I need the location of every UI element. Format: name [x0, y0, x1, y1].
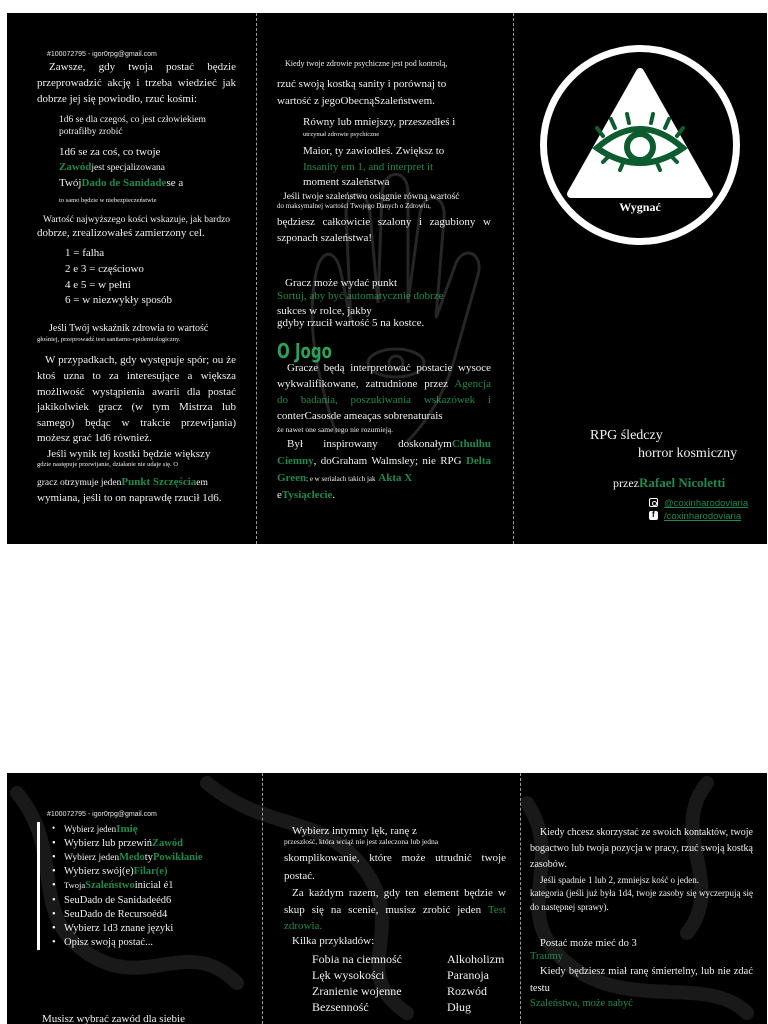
facebook-icon: f: [649, 511, 658, 520]
sanity-panel: [256, 13, 513, 544]
sanity-intro: Kiedy twoje zdrowie psychiczne jest pod kontrolą,: [285, 59, 448, 68]
trauma-item: Rozwód: [447, 984, 487, 999]
luck-spend-text-4: gdyby rzucił wartość 5 na kostce.: [277, 316, 425, 329]
intro-text: Zawsze, gdy twoja postać będzie przeprowadzić akcję i trzeba wiedzieć jak dobrze jej się powiodło, rzuć kośmi:: [37, 61, 236, 105]
luck-spend-text-2: Sortuj, aby być automatycznie dobrze: [277, 289, 444, 302]
trauma-label: Traumy: [530, 951, 563, 962]
dispute-text: W przypadkach, gdy występuje spór; ou że ktoś uzna to za interesujące a większa możliwość wystąpienia awarii dla postać jakikolwiek gracz (w tym Mistrza lub samego) będąc w trakcie przewijania) możesz grać 1d6 również.: [37, 354, 236, 445]
resources-text-3: kategoria (jeśli już była 1d4, twoje zasoby się wyczerpują się do następnej sprawy).: [530, 888, 753, 912]
trauma-item: Paranoja: [447, 967, 489, 982]
fear-panel: [262, 773, 520, 1024]
cover-panel: [513, 13, 767, 544]
outcome-equal: Równy lub mniejszy, przeszedłeś i: [303, 116, 456, 128]
max-sanity-text-2: do maksymalnej wartości Twojego Danych o Zdrowiu,: [277, 201, 431, 210]
outcome-greater-3: moment szaleństwa: [303, 175, 390, 188]
outcome-greater: Maior, ty zawiodłeś. Zwiększ to: [303, 144, 445, 157]
character-creation-panel: [7, 773, 262, 1024]
health-text: Jeśli Twój wskaźnik zdrowia to wartość: [49, 323, 209, 335]
option-profession: 1d6 se za coś, co twoje Zawódjest specjalizowana: [59, 145, 165, 174]
luck-spend-text: Gracz może wydać punkt: [285, 276, 398, 289]
bigger-text-2: gdzie następuje przewijanie, działanie nie udaje się. O: [37, 461, 178, 469]
examples-heading: Kilka przykładów:: [292, 934, 375, 947]
fear-text-2: przeszłość, która wciąż nie jest zaleczona lub jedna: [284, 837, 439, 846]
inspiration-text: Był inspirowany doskonałymCthulhu Ciemny, doGraham Walmsley; nie RPG Delta Green; e w serialach takich jak Akta X eTysiąclecie.: [277, 437, 491, 501]
facebook-link[interactable]: f /coxinharodoviaria: [649, 506, 741, 524]
outcome-greater-2: Insanity em 1, and interpret it: [303, 160, 434, 173]
o-jogo-heading: O Jogo: [277, 338, 332, 363]
fear-text-3: skomplikowanie, które może utrudnić twoje postać.: [284, 852, 506, 882]
wound-text-2: Szaleństwa, może nabyć: [530, 997, 633, 1009]
trauma-item: Dług: [447, 1000, 471, 1015]
step-item: • Wybierz swój(e)Filar(e): [50, 865, 244, 879]
game-logo: [540, 45, 740, 245]
health-text-2: głośniej, przeprowadź test sanitarno-epidemiologiczny.: [37, 336, 181, 344]
step-item: • SeuDado de Sanidadeéd6: [50, 894, 244, 908]
results-list: [37, 246, 236, 310]
author-line: przezRafael Nicoletti: [613, 475, 726, 490]
email-header: #100072795 - igor0rpg@gmail.com: [47, 51, 157, 58]
trauma-limit-text: Postać może mieć do 3: [540, 938, 637, 949]
logo-label: Wygnać: [619, 200, 661, 214]
luck-spend-text-3: sukces w rolce, jakby: [277, 304, 372, 317]
bigger-text-3: wymiana, jeśli to on naprawdę rzucił 1d6.: [37, 491, 222, 504]
trauma-list: [312, 951, 506, 1016]
creation-steps: [37, 822, 244, 950]
rules-panel: [7, 13, 256, 544]
brochure-outside: [7, 13, 767, 544]
step-item: • TwojaSzaleństwoinicial é1: [50, 879, 244, 893]
tagline-1: RPG śledczy: [590, 428, 663, 443]
resources-text-2: Jeśli spadnie 1 lub 2, zmniejsz kość o jeden.: [540, 875, 699, 885]
fear-text: Wybierz intymny lęk, ranę z: [292, 825, 417, 837]
profession-text: Musisz wybrać zawód dla siebie: [42, 1013, 185, 1024]
trauma-item: Zranienie wojenne: [312, 984, 402, 999]
instagram-link[interactable]: @coxinharodoviaria: [649, 493, 748, 511]
result-item: 1 = falha: [65, 246, 105, 259]
step-item: • Opisz swoją postać...: [50, 936, 244, 950]
option-sanity: TwójDado de Sanidadese a to samo będzie w niebezpieczeństwie: [59, 177, 184, 204]
sanity-roll-text: rzuć swoją kostką sanity i porównaj to wartość z jegoObecnąSzaleństwem.: [277, 78, 447, 107]
resources-panel: [520, 773, 767, 1024]
email-header: #100072795 - igor0rpg@gmail.com: [47, 811, 157, 818]
resources-text: Kiedy chcesz skorzystać ze swoich kontaktów, twoje bogactwo lub twoja pozycja w pracy, rzuć swoją kostką zasobów.: [530, 827, 753, 870]
step-item: • SeuDado de Recursoéd4: [50, 908, 244, 922]
result-item: 2 e 3 = częściowo: [65, 262, 144, 275]
step-item: • Wybierz jedenMedotyPowikłanie: [50, 851, 244, 865]
max-sanity-text: Jeśli twoje szaleństwo osiągnie równą wartość: [283, 191, 460, 202]
bigger-text: Jeśli wynik tej kostki będzie większy: [47, 448, 211, 461]
outcome-equal-2: utrzymał zdrowie psychiczne: [303, 130, 380, 138]
luck-point-text: gracz otrzymuje jedenPunkt Szczęściaem: [37, 476, 208, 489]
step-item: • Wybierz 1d3 znane języki: [50, 922, 244, 936]
max-sanity-text-3: będziesz całkowicie szalony i zagubiony w szponach szaleństwa!: [277, 215, 491, 245]
option-human: 1d6 se dla czegoś, co jest człowiekiem potrafiłby zrobić: [59, 114, 206, 138]
wound-text: Kiedy będziesz miał ranę śmiertelny, lub nie zdać testu: [530, 966, 753, 994]
brochure-inside: [7, 773, 767, 1024]
tagline-2: horror kosmiczny: [638, 446, 738, 461]
step-item: • Wybierz jedenImię: [50, 822, 244, 837]
game-description: Gracze będą interpretować postacie wysoce wykwalifikowane, zatrudnione przez Agencja do badania, poszukiwania wskazówek i conterCasosde ameaças sobrenaturais: [277, 361, 491, 422]
trauma-item: Alkoholizm: [447, 951, 505, 966]
hand-illustration: [296, 153, 496, 453]
trauma-item: Bezsenność: [312, 1000, 369, 1015]
highest-die-text: Wartość najwyższego kości wskazuje, jak bardzo: [43, 215, 231, 226]
result-item: 6 = w niezwykły sposób: [65, 294, 173, 307]
trauma-item: Fobia na ciemność: [312, 951, 402, 966]
game-description-2: że nawet one same tego nie rozumieją.: [277, 424, 393, 434]
fear-test-text: Za każdym razem, gdy ten element będzie w skup się na scenie, musisz zrobić jeden Test zdrowia.: [284, 887, 506, 933]
highest-die-text-2: dobrze, zrealizowałeś zamierzony cel.: [37, 227, 205, 240]
trauma-item: Lęk wysokości: [312, 967, 385, 982]
result-item: 4 e 5 = w pełni: [65, 278, 131, 291]
step-item: • Wybierz lub przewińZawód: [50, 837, 244, 851]
